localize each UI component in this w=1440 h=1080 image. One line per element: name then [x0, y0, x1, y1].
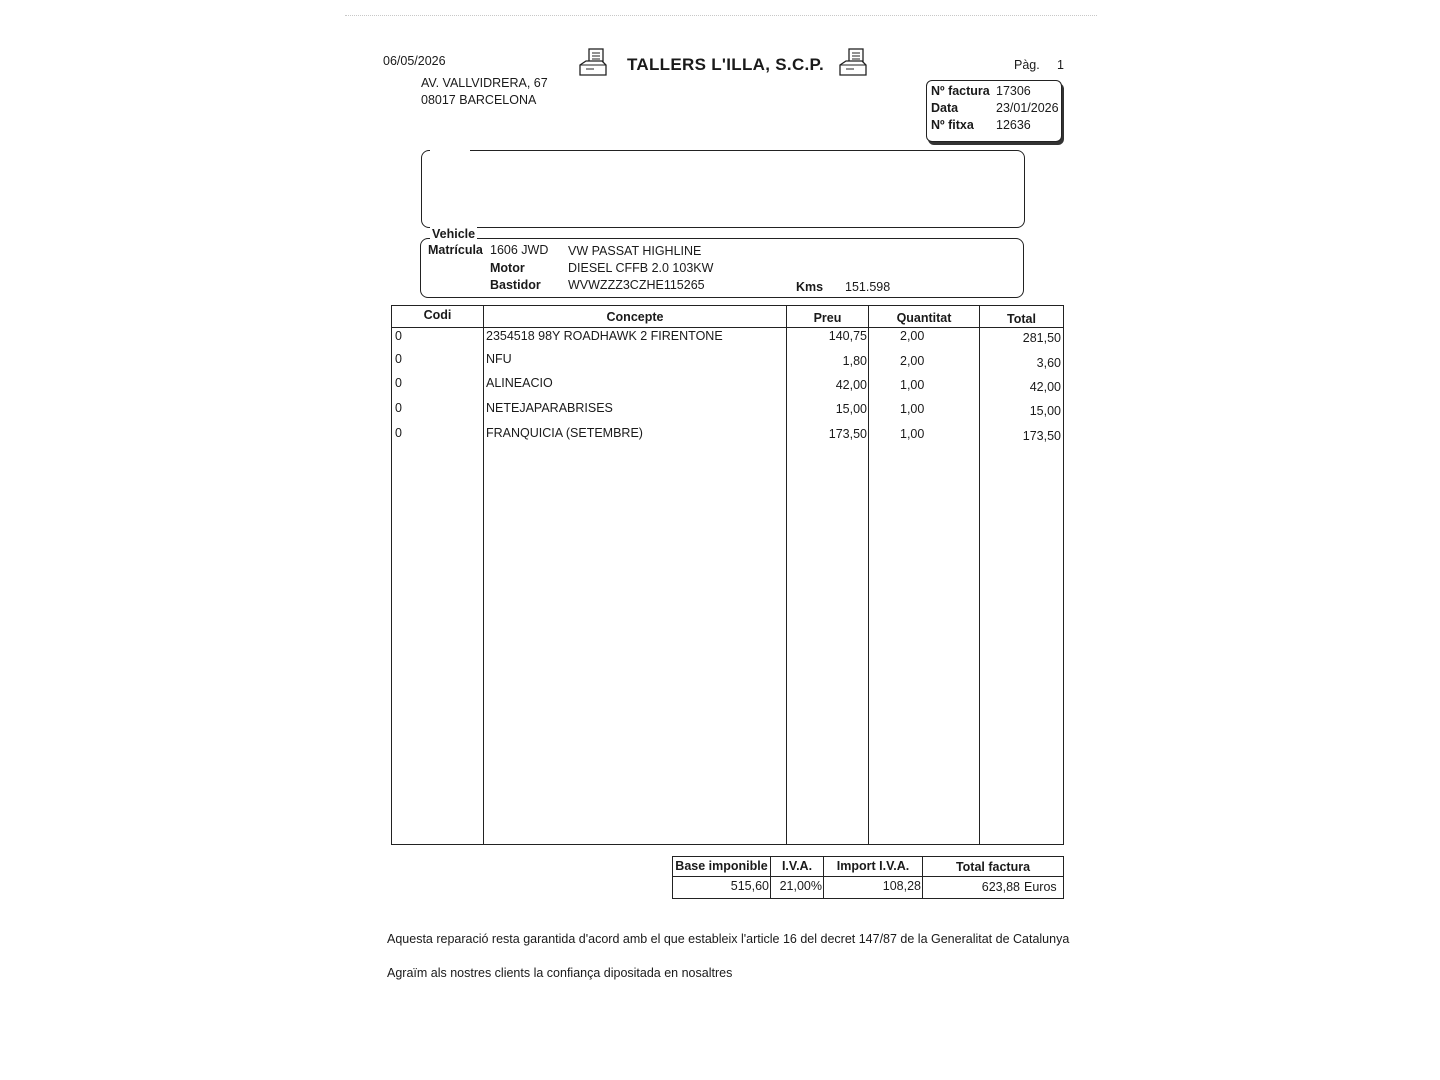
- company-name: TALLERS L'ILLA, S.C.P.: [627, 55, 825, 74]
- row-quantity: 2,00: [900, 354, 925, 368]
- row-total: 281,50: [1022, 331, 1061, 345]
- invoice-number-label: Nº factura: [931, 84, 990, 98]
- row-total: 42,00: [1029, 380, 1061, 394]
- invoice-date-label: Data: [931, 101, 959, 115]
- plate-value: 1606 JWD: [490, 243, 549, 257]
- row-price: 173,50: [828, 427, 867, 441]
- row-quantity: 1,00: [900, 378, 925, 392]
- header-quantity: Quantitat: [896, 311, 952, 325]
- address-line-2: 08017 BARCELONA: [421, 93, 537, 107]
- base-label: Base imponible: [675, 859, 768, 873]
- scan-top-border: [345, 15, 1097, 16]
- plate-label: Matrícula: [428, 243, 483, 257]
- client-box: [421, 150, 1025, 228]
- row-price: 140,75: [828, 329, 867, 343]
- kms-value: 151.598: [845, 280, 891, 294]
- row-price: 15,00: [835, 402, 867, 416]
- chassis-value: WVWZZZ3CZHE115265: [568, 278, 705, 292]
- chassis-label: Bastidor: [490, 278, 541, 292]
- row-quantity: 1,00: [900, 427, 925, 441]
- row-total: 173,50: [1022, 429, 1061, 443]
- document-stack-icon: [838, 47, 868, 77]
- row-concept: FRANQUICIA (SETEMBRE): [486, 426, 643, 440]
- invoice-date: 23/01/2026: [996, 101, 1059, 115]
- row-concept: 2354518 98Y ROADHAWK 2 FIRENTONE: [486, 329, 723, 343]
- row-code: 0: [395, 426, 402, 440]
- invoice-info-box: [926, 80, 1062, 142]
- thanks-note: Agraïm als nostres clients la confiança dipositada en nosaltres: [387, 966, 733, 980]
- client-box-gap: [430, 146, 470, 154]
- vat-amount-label: Import I.V.A.: [836, 859, 910, 873]
- header-price: Preu: [813, 311, 842, 325]
- file-number: 12636: [996, 118, 1031, 132]
- invoice-number: 17306: [996, 84, 1031, 98]
- engine-value: DIESEL CFFB 2.0 103KW: [568, 261, 714, 275]
- table-row: [392, 329, 1063, 349]
- vehicle-legend: Vehicle: [432, 227, 476, 241]
- header-total: Total: [1007, 312, 1036, 326]
- row-concept: NETEJAPARABRISES: [486, 401, 613, 415]
- header-divider: [673, 876, 1063, 877]
- row-price: 42,00: [835, 378, 867, 392]
- row-concept: NFU: [486, 352, 512, 366]
- vat-amount-value: 108,28: [882, 879, 921, 893]
- row-concept: ALINEACIO: [486, 376, 553, 390]
- row-code: 0: [395, 376, 402, 390]
- table-row: [392, 401, 1063, 421]
- row-price: 1,80: [842, 354, 867, 368]
- table-row: [392, 352, 1063, 372]
- row-code: 0: [395, 329, 402, 343]
- totals-table: [672, 856, 1064, 899]
- document-stack-icon: [578, 47, 608, 77]
- page-label: Pàg.: [1014, 58, 1040, 72]
- total-label: Total factura: [955, 860, 1031, 874]
- row-code: 0: [395, 352, 402, 366]
- header-code: Codi: [423, 308, 452, 322]
- kms-label: Kms: [796, 280, 824, 294]
- address-line-1: AV. VALLVIDRERA, 67: [421, 76, 548, 90]
- engine-label: Motor: [490, 261, 525, 275]
- page-number: 1: [1057, 58, 1064, 72]
- row-code: 0: [395, 401, 402, 415]
- vehicle-model: VW PASSAT HIGHLINE: [568, 244, 702, 258]
- invoice-lines-table: [391, 305, 1064, 845]
- warranty-note: Aquesta reparació resta garantida d'acord amb el que estableix l'article 16 del decret 147/87 de la Generalitat de Catalunya: [387, 932, 1070, 946]
- header-divider: [392, 327, 1063, 328]
- file-number-label: Nº fitxa: [931, 118, 974, 132]
- row-total: 3,60: [1036, 356, 1061, 370]
- table-row: [392, 376, 1063, 396]
- currency-label: Euros: [1024, 880, 1057, 894]
- vat-label: I.V.A.: [781, 859, 813, 873]
- header-concept: Concepte: [606, 310, 664, 324]
- table-row: [392, 426, 1063, 446]
- row-total: 15,00: [1029, 404, 1061, 418]
- row-quantity: 1,00: [900, 402, 925, 416]
- row-quantity: 2,00: [900, 329, 925, 343]
- total-value: 623,88: [981, 880, 1020, 894]
- print-date: 06/05/2026: [383, 54, 446, 68]
- base-value: 515,60: [730, 879, 769, 893]
- vat-rate-value: 21,00%: [779, 879, 822, 893]
